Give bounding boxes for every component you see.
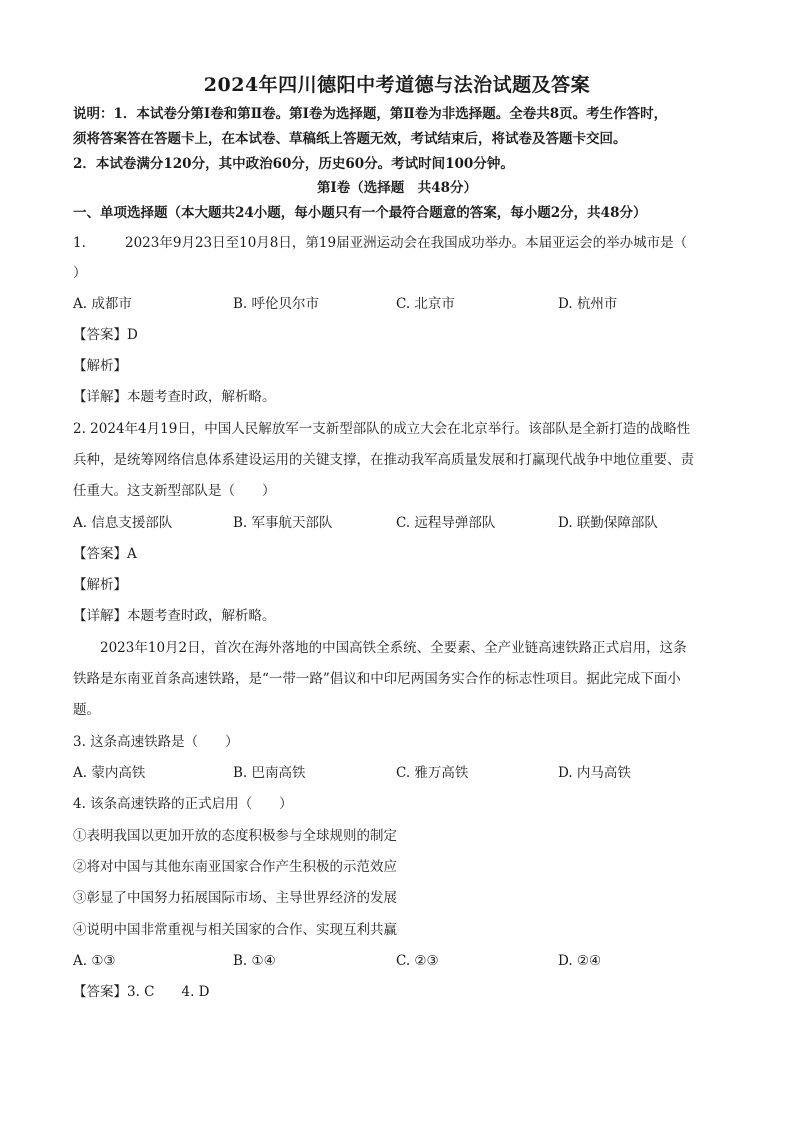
q3-option-d: D. 内马高铁 — [558, 765, 631, 781]
instructions-line-1: 说明：1．本试卷分第Ⅰ卷和第Ⅱ卷。第Ⅰ卷为选择题，第Ⅱ卷为非选择题。全卷共8页。考生作答时， — [73, 106, 668, 122]
q3-stem: 3. 这条高速铁路是（ ） — [73, 734, 239, 750]
q2-option-a: A. 信息支援部队 — [73, 515, 173, 531]
q1-stem-line-2: ） — [73, 265, 87, 281]
q1-detail: 【详解】本题考查时政，解析略。 — [73, 389, 276, 405]
q2-option-c: C. 远程导弹部队 — [396, 515, 496, 531]
q2-answer: 【答案】A — [73, 546, 137, 562]
q1-stem-text: 2023年9月23日至10月8日，第19届亚洲运动会在我国成功举办。本届亚运会的举办城市是（ — [125, 235, 688, 251]
q1-option-c: C. 北京市 — [396, 296, 455, 312]
material-line-2: 铁路是东南亚首条高速铁路，是“一带一路”倡议和中印尼两国务实合作的标志性项目。据此完成下面小 — [73, 671, 681, 687]
q4-item-1: ①表明我国以更加开放的态度积极参与全球规则的制定 — [73, 828, 397, 844]
material-line-3: 题。 — [73, 702, 100, 718]
q1-option-d: D. 杭州市 — [558, 296, 618, 312]
q3-option-b: B. 巴南高铁 — [233, 765, 306, 781]
q4-item-2: ②将对中国与其他东南亚国家合作产生积极的示范效应 — [73, 859, 397, 875]
q4-option-a: A. ①③ — [73, 953, 116, 969]
q1-option-b: B. 呼伦贝尔市 — [233, 296, 320, 312]
q2-option-b: B. 军事航天部队 — [233, 515, 333, 531]
section1-heading: 一、单项选择题（本大题共24小题，每小题只有一个最符合题意的答案，每小题2分，共48分） — [73, 205, 647, 221]
q4-option-d: D. ②④ — [558, 953, 602, 969]
q2-detail: 【详解】本题考查时政，解析略。 — [73, 608, 276, 624]
q1-number: 1. — [73, 235, 86, 251]
q3-option-c: C. 雅万高铁 — [396, 765, 469, 781]
q4-option-c: C. ②③ — [396, 953, 439, 969]
instructions-line-3: 2．本试卷满分120分，其中政治60分，历史60分。考试时间100分钟。 — [73, 156, 514, 172]
material-line-1: 2023年10月2日，首次在海外落地的中国高铁全系统、全要素、全产业链高速铁路正式启用，这条 — [100, 640, 687, 656]
q4-stem: 4. 该条高速铁路的正式启用（ ） — [73, 796, 293, 812]
part1-heading: 第Ⅰ卷（选择题 共48分） — [316, 180, 478, 196]
q3-option-a: A. 蒙内高铁 — [73, 765, 146, 781]
q1-option-a: A. 成都市 — [73, 296, 132, 312]
q2-analysis: 【解析】 — [73, 577, 127, 593]
q4-option-b: B. ①④ — [233, 953, 276, 969]
instructions-line-2: 须将答案答在答题卡上，在本试卷、草稿纸上答题无效，考试结束后，将试卷及答题卡交回。 — [73, 131, 627, 147]
page-title: 2024年四川德阳中考道德与法治试题及答案 — [203, 74, 591, 96]
q4-item-3: ③彰显了中国努力拓展国际市场、主导世界经济的发展 — [73, 890, 397, 906]
q1-stem-line-1 — [73, 233, 733, 253]
q4-item-4: ④说明中国非常重视与相关国家的合作、实现互利共赢 — [73, 922, 397, 938]
q2-stem-line-1: 2. 2024年4月19日，中国人民解放军一支新型部队的成立大会在北京举行。该部队是全新打造的战略性 — [73, 421, 691, 437]
q2-stem-line-2: 兵种，是统筹网络信息体系建设运用的关键支撑，在推动我军高质量发展和打赢现代战争中地位重要、责 — [73, 452, 694, 468]
q1-analysis: 【解析】 — [73, 358, 127, 374]
q1-answer: 【答案】D — [73, 327, 138, 343]
q2-stem-line-3: 任重大。这支新型部队是（ ） — [73, 483, 276, 499]
q3-q4-answer: 【答案】3. C 4. D — [73, 984, 210, 1000]
q2-option-d: D. 联勤保障部队 — [558, 515, 658, 531]
